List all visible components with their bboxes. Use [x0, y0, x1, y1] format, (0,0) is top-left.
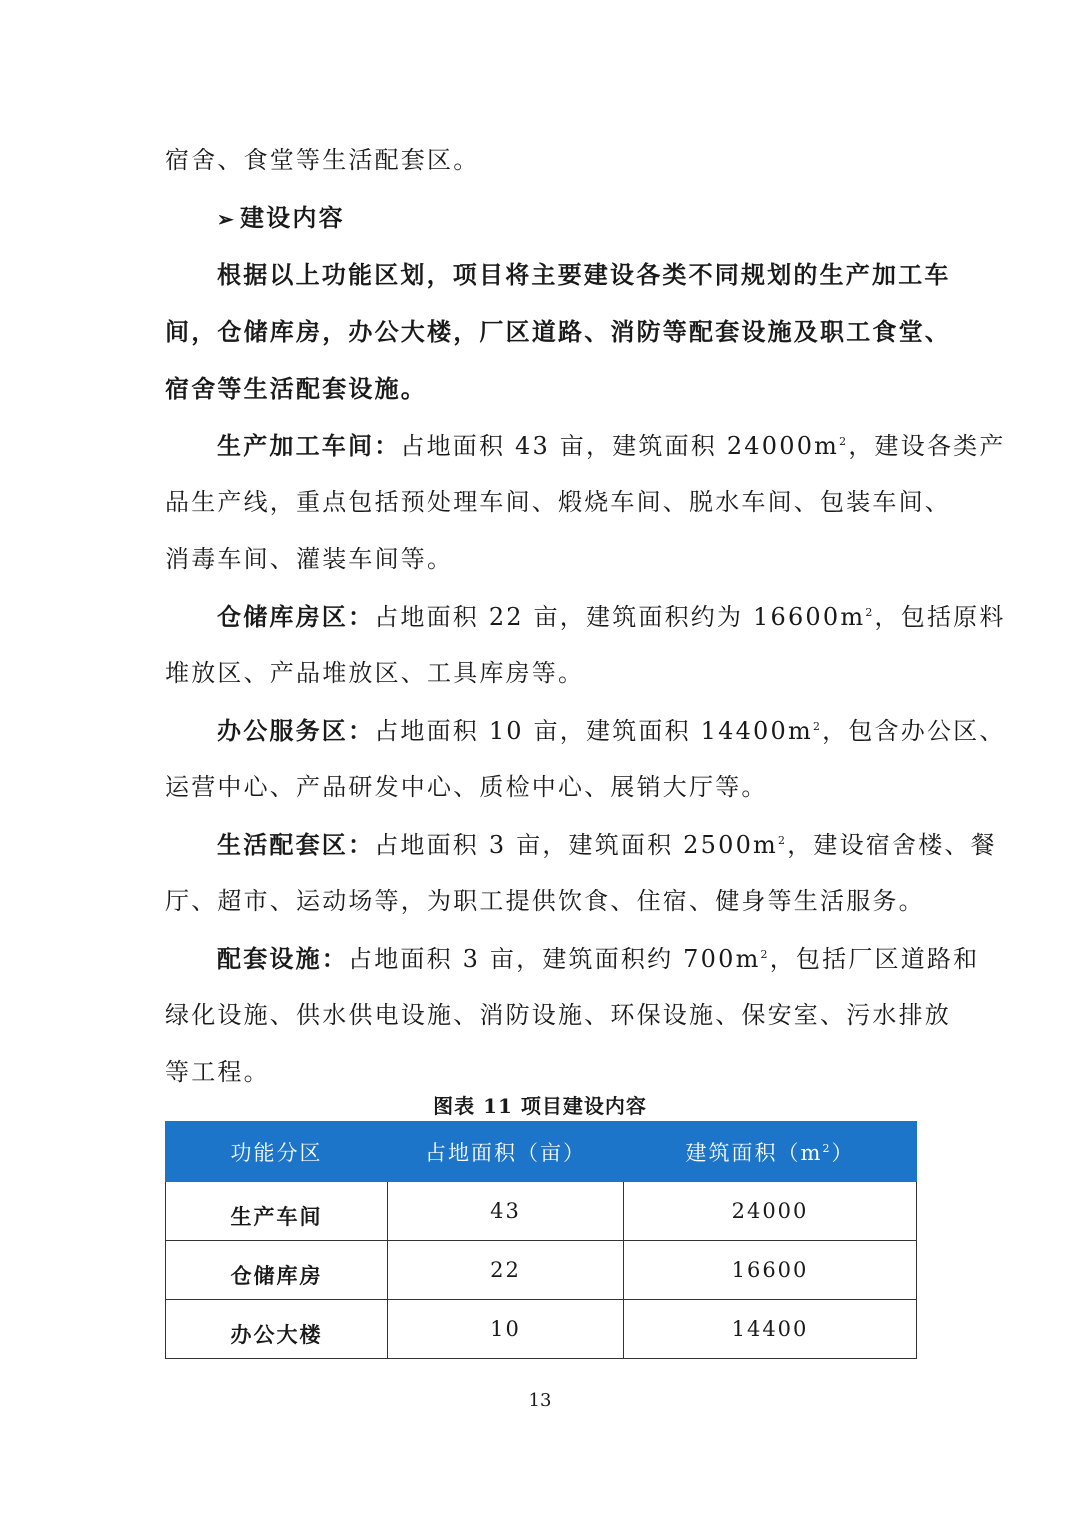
cell-zone: 办公大楼 [166, 1300, 388, 1359]
paragraph-production-line-2: 品生产线，重点包括预处理车间、煅烧车间、脱水车间、包装车间、 [165, 488, 951, 516]
arrow-bullet-icon: ➢ [217, 207, 236, 231]
cell-zone: 仓储库房 [166, 1241, 388, 1300]
body-text [165, 132, 1006, 1101]
label-living: 生活配套区： [217, 830, 375, 859]
cell-building-area: 14400 [624, 1300, 917, 1359]
paragraph-living-line-1: 生活配套区：占地面积 3 亩，建筑面积 $2500m^2$，建设宿舍楼、餐 [217, 830, 997, 859]
cell-zone: 生产车间 [166, 1182, 388, 1241]
table-row [166, 1241, 917, 1300]
paragraph-facilities-line-3: 等工程。 [165, 1058, 270, 1086]
label-facilities: 配套设施： [217, 944, 348, 973]
cell-building-area: 16600 [624, 1241, 917, 1300]
paragraph-intro-line-1: 根据以上功能区划，项目将主要建设各类不同规划的生产加工车 [217, 260, 951, 289]
table-caption: 图表 11 项目建设内容 [433, 1094, 647, 1118]
cell-land-area: 43 [388, 1182, 624, 1241]
cell-land-area: 22 [388, 1241, 624, 1300]
header-land-area: 占地面积（亩） [388, 1122, 624, 1182]
table-row [166, 1300, 917, 1359]
header-building-area: 建筑面积$(m^2)$ [624, 1122, 917, 1182]
label-office: 办公服务区： [217, 716, 375, 745]
label-production: 生产加工车间： [217, 431, 401, 460]
paragraph-living-line-2: 厅、超市、运动场等，为职工提供饮食、住宿、健身等生活服务。 [165, 887, 925, 915]
paragraph-office-line-1: 办公服务区：占地面积 10 亩，建筑面积 $14400m^2$，包含办公区、 [217, 716, 1006, 745]
paragraph-production-line-1: 生产加工车间：占地面积 43 亩，建筑面积 $24000m^2$，建设各类产 [217, 431, 1006, 460]
cell-building-area: 24000 [624, 1182, 917, 1241]
table-row [166, 1182, 917, 1241]
paragraph-facilities-line-1: 配套设施：占地面积 3 亩，建筑面积约 $700m^2$，包括厂区道路和 [217, 944, 980, 973]
table-header-row [166, 1122, 917, 1182]
section-heading: ➢ 建设内容 [165, 189, 917, 246]
paragraph-intro-line-2: 间，仓储库房，办公大楼，厂区道路、消防等配套设施及职工食堂、 [165, 317, 951, 346]
header-zone: 功能分区 [166, 1122, 388, 1182]
paragraph-storage-line-2: 堆放区、产品堆放区、工具库房等。 [165, 659, 585, 687]
paragraph-intro-line-3: 宿舍等生活配套设施。 [165, 374, 427, 403]
construction-table [165, 1121, 917, 1359]
paragraph-storage-line-1: 仓储库房区：占地面积 22 亩，建筑面积约为 $16600m^2$，包括原料 [217, 602, 1006, 631]
paragraph-production-line-3: 消毒车间、灌装车间等。 [165, 545, 454, 573]
page-number: 13 [528, 1390, 552, 1411]
label-storage: 仓储库房区： [217, 602, 375, 631]
paragraph-continuation: 宿舍、食堂等生活配套区。 [165, 146, 480, 174]
cell-land-area: 10 [388, 1300, 624, 1359]
paragraph-office-line-2: 运营中心、产品研发中心、质检中心、展销大厅等。 [165, 773, 768, 801]
paragraph-facilities-line-2: 绿化设施、供水供电设施、消防设施、环保设施、保安室、污水排放 [165, 1001, 951, 1029]
